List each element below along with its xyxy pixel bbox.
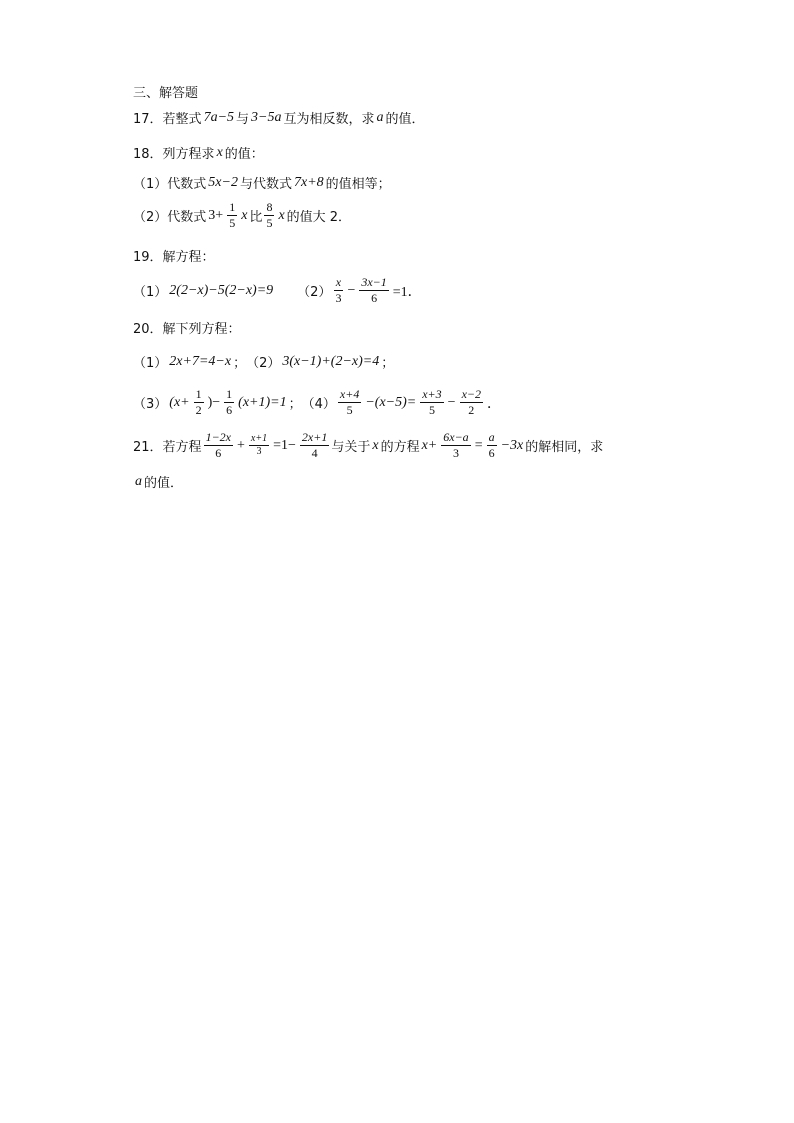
q21-expr-3: x+	[421, 437, 438, 453]
fraction-numerator: a	[488, 430, 495, 444]
q17-text-1: 若整式	[162, 112, 202, 127]
q19-p1-equation: 2(2−x)−5(2−x)=9	[169, 282, 274, 298]
question-19	[133, 246, 215, 265]
q20-p4-fraction-1	[338, 387, 361, 418]
fraction-numerator: 1	[226, 387, 233, 401]
q18-p2-fraction-2	[264, 200, 274, 231]
q20-p4-tail: ．	[487, 396, 502, 412]
q18-text-2: 的值：	[224, 147, 264, 162]
q18-text-1: 列方程求	[162, 147, 215, 162]
fraction-numerator: x+3	[422, 387, 442, 401]
q21-text-1: 若方程	[162, 440, 202, 455]
q19-p2-fraction-1	[333, 275, 343, 306]
q20-p2-equation: 3(x−1)+(2−x)=4	[282, 353, 380, 369]
fraction-numerator: x	[335, 275, 342, 289]
question-17	[133, 108, 425, 127]
q21-fraction-3	[300, 430, 329, 461]
fraction-denominator: 6	[226, 403, 233, 417]
q19-title: 解方程：	[162, 250, 215, 265]
q20-title: 解下列方程：	[162, 322, 241, 337]
q18-p2-expr-1: 3+	[208, 207, 224, 223]
q21-expr-5: −3x	[500, 437, 524, 453]
q20-p4-fraction-3	[460, 387, 483, 418]
q19-parts	[133, 275, 424, 306]
q18-p1-text-1: 代数式	[167, 177, 207, 192]
fraction-denominator: 5	[266, 216, 273, 230]
q20-p1-equation: 2x+7=4−x	[169, 353, 232, 369]
q21-text-2: 与关于	[331, 440, 371, 455]
q20-p4-label: （4）	[301, 397, 336, 412]
q20-number: 20．	[133, 322, 163, 337]
question-18	[133, 143, 264, 162]
fraction-denominator: 2	[195, 403, 202, 417]
q21-var-x: x	[372, 437, 379, 453]
q20-p2-separator: ；	[381, 356, 395, 371]
q19-p2-label: （2）	[297, 285, 332, 300]
fraction-denominator: 3	[452, 446, 459, 460]
fraction-denominator: 4	[311, 446, 318, 460]
q21-operator-1: +	[237, 437, 245, 453]
q18-p1-text-2: 与代数式	[239, 177, 292, 192]
fraction-numerator: 1	[229, 200, 236, 214]
q20-p1-label: （1）	[133, 356, 168, 371]
fraction-numerator: 1	[195, 387, 202, 401]
fraction-numerator: x−2	[461, 387, 482, 401]
q21-var-a: a	[135, 473, 142, 489]
fraction-denominator: 5	[229, 216, 236, 230]
q21-text-4: 的解相同，求	[525, 440, 604, 455]
q20-p3-separator: ；	[288, 397, 302, 412]
q21-text-3: 的方程	[380, 440, 420, 455]
q21-line-2	[133, 472, 183, 491]
q18-p1-text-3: 的值相等；	[325, 177, 391, 192]
q20-p3-expr-2: )−	[207, 394, 221, 410]
q17-text-2: 与	[236, 112, 250, 127]
section-title-text: 三、解答题	[133, 86, 199, 101]
q18-p2-text-1: 代数式	[167, 210, 207, 225]
fraction-numerator: x+4	[339, 387, 360, 401]
q18-part-2	[133, 200, 351, 231]
q20-parts-1-2	[133, 352, 394, 371]
q19-number: 19．	[133, 250, 163, 265]
fraction-numerator: 3x−1	[361, 275, 387, 289]
q20-p3-label: （3）	[133, 397, 168, 412]
fraction-numerator: 8	[266, 200, 273, 214]
q19-p2-operator: −	[347, 282, 356, 298]
q21-fraction-4	[441, 430, 470, 461]
fraction-denominator: 3	[256, 446, 262, 457]
q20-p3-expr-3: (x+1)=1	[238, 394, 287, 410]
q21-fraction-5	[487, 430, 497, 461]
fraction-numerator: x+1	[250, 433, 268, 444]
q17-var-a: a	[376, 109, 384, 125]
q19-p2-tail: =1．	[392, 284, 422, 300]
q20-p3-fraction-1	[194, 387, 204, 418]
q18-p1-expr-1: 5x−2	[208, 174, 238, 190]
q19-p2-fraction-2	[359, 275, 388, 306]
q18-p2-text-2: 比	[249, 210, 263, 225]
q18-p2-expr-3: x	[278, 207, 285, 223]
q21-line2-text: 的值．	[144, 476, 184, 491]
question-20	[133, 318, 241, 337]
q20-p3-fraction-2	[224, 387, 234, 418]
q21-fraction-2	[249, 433, 269, 458]
q20-p1-separator: ；	[233, 356, 247, 371]
fraction-denominator: 6	[371, 291, 378, 305]
q18-number: 18．	[133, 147, 163, 162]
fraction-denominator: 3	[335, 291, 342, 305]
question-21	[133, 430, 603, 461]
q18-p2-text-3: 的值大 2．	[286, 210, 352, 225]
q20-p4-operator: −	[447, 394, 456, 410]
q18-var-x: x	[216, 144, 223, 160]
fraction-denominator: 6	[215, 446, 222, 460]
fraction-denominator: 6	[488, 446, 495, 460]
q21-expr-4: =	[474, 437, 483, 453]
q20-p3-expr-1: (x+	[169, 394, 190, 410]
fraction-numerator: 6x−a	[443, 430, 469, 444]
q17-expr-1: 7a−5	[203, 109, 235, 125]
q21-expr-1: =1−	[273, 437, 296, 453]
fraction-numerator: 2x+1	[301, 430, 328, 444]
q18-p2-expr-2: x	[241, 207, 248, 223]
q17-text-3: 互为相反数，求	[283, 112, 375, 127]
fraction-denominator: 5	[428, 403, 435, 417]
q18-p2-label: （2）	[133, 210, 168, 225]
q21-number: 21．	[133, 440, 163, 455]
fraction-denominator: 5	[346, 403, 353, 417]
fraction-numerator: 1−2x	[205, 430, 231, 444]
q18-p2-fraction-1	[227, 200, 237, 231]
q21-fraction-1	[204, 430, 233, 461]
q18-part-1	[133, 173, 391, 192]
q20-p4-expr-1: −(x−5)=	[365, 394, 417, 410]
q20-p4-fraction-2	[420, 387, 443, 418]
q18-p1-label: （1）	[133, 177, 168, 192]
q17-expr-2: 3−5a	[251, 109, 282, 125]
q17-text-4: 的值．	[385, 112, 425, 127]
q17-number: 17．	[133, 112, 163, 127]
q18-p1-expr-2: 7x+8	[293, 174, 324, 190]
q20-parts-3-4	[133, 387, 503, 418]
fraction-denominator: 2	[468, 403, 475, 417]
section-title	[133, 82, 198, 101]
q19-p1-label: （1）	[133, 285, 168, 300]
q20-p2-label: （2）	[246, 356, 281, 371]
